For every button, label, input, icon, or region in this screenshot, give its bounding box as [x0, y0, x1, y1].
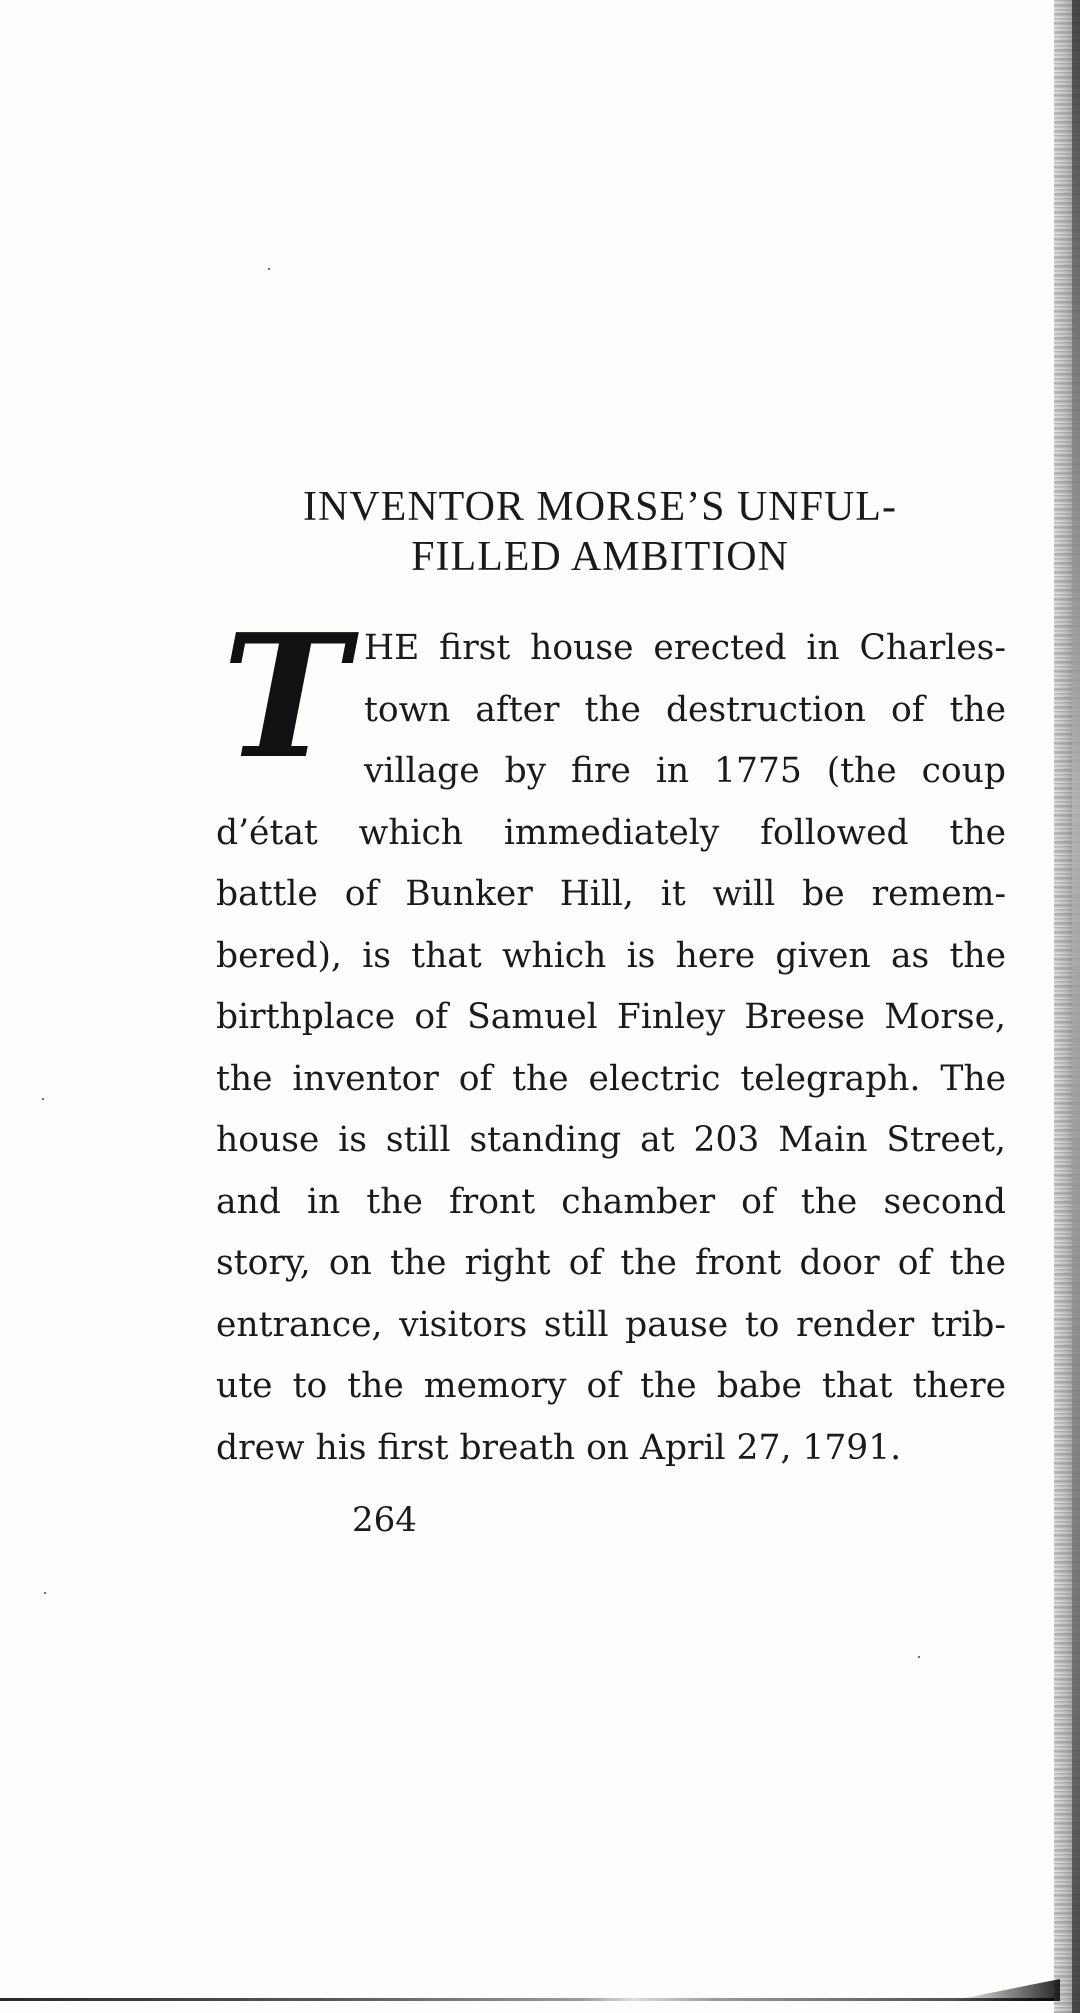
scan-speck — [42, 1098, 44, 1100]
text-line: bered), is that which is here given as the — [216, 935, 1006, 976]
text-line: battle of Bunker Hill, it will be remem- — [216, 874, 1006, 914]
text-line: house is still standing at 203 Main Street, — [216, 1120, 1006, 1160]
text-line-last: drew his first breath on April 27, 1791. — [216, 1427, 902, 1468]
text-line: ute to the memory of the babe that there — [216, 1366, 1006, 1406]
scanned-bottom-edge — [0, 1998, 1054, 2001]
text-line: story, on the right of the front door of the — [216, 1243, 1006, 1283]
text-line: entrance, visitors still pause to render trib- — [216, 1304, 1006, 1345]
text-line: d’état which immediately followed the — [216, 812, 1006, 853]
scan-speck — [918, 1656, 920, 1658]
text-line: birthplace of Samuel Finley Breese Morse, — [216, 997, 1006, 1037]
text-line: the inventor of the electric telegraph. The — [216, 1058, 1006, 1099]
drop-cap: T — [222, 597, 349, 797]
scanned-page-edge-shadow — [1072, 0, 1080, 2013]
scan-speck — [44, 1592, 46, 1594]
page-number: 264 — [352, 1500, 417, 1540]
body-paragraph — [216, 618, 1006, 1479]
chapter-title-line-1: INVENTOR MORSE’S UNFUL- — [303, 484, 897, 530]
chapter-title-line-2: FILLED AMBITION — [411, 534, 789, 580]
text-line: HE first house erected in Charles- — [364, 628, 1006, 668]
text-line: and in the front chamber of the second — [216, 1181, 1006, 1222]
text-line: town after the destruction of the — [364, 689, 1006, 730]
scan-speck — [268, 268, 270, 270]
text-line: village by fire in 1775 (the coup — [364, 751, 1006, 791]
chapter-title — [200, 482, 1000, 582]
